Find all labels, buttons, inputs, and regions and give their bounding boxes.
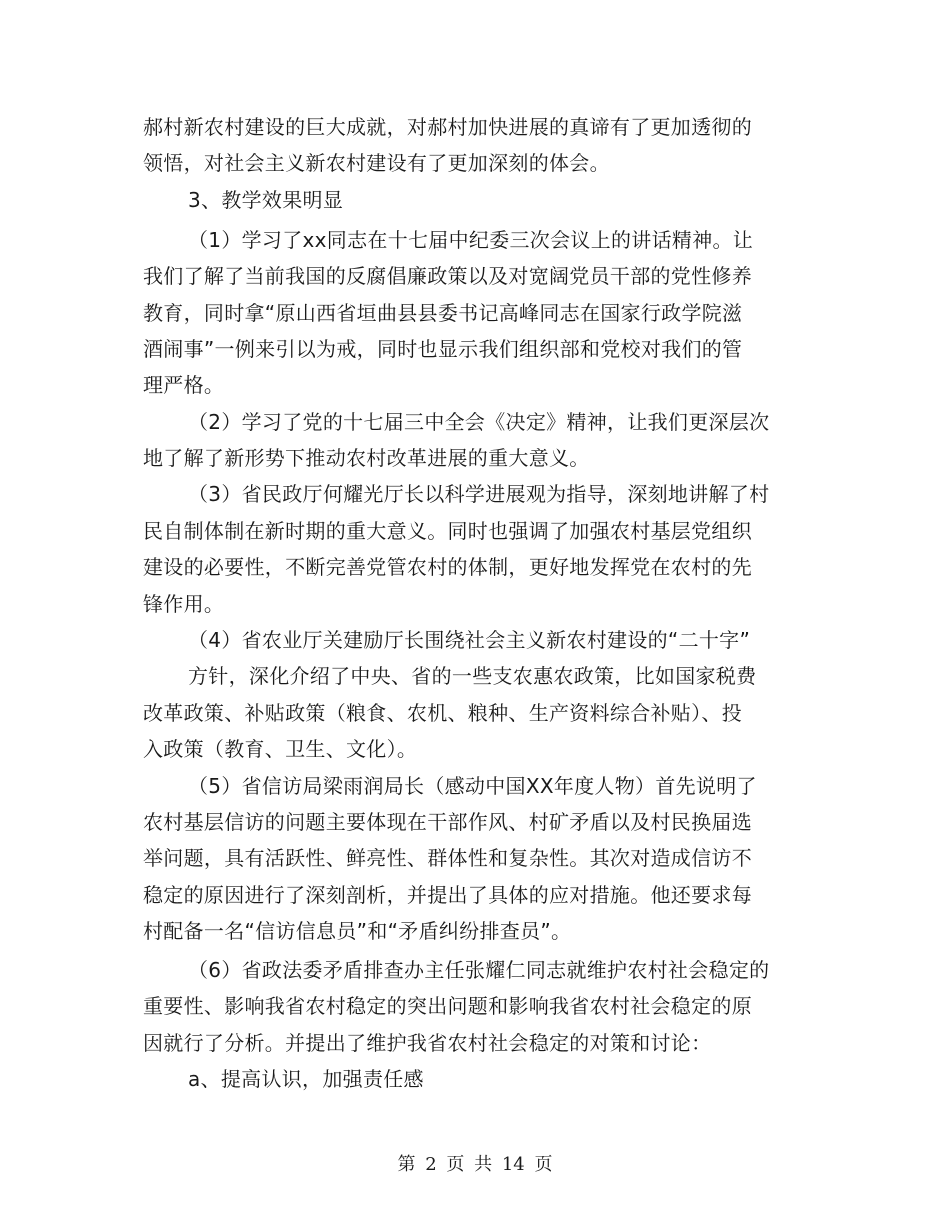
section-heading: 3、教学效果明显	[188, 188, 344, 212]
text-line: 入政策（教育、卫生、文化）。	[143, 737, 418, 761]
page-footer: 第 2 页 共 14 页	[397, 1154, 553, 1175]
text-line: 因就行了分析。并提出了维护我省农村社会稳定的对策和讨论：	[143, 1031, 712, 1055]
text-line: 民自制体制在新时期的重大意义。同时也强调了加强农村基层党组织	[143, 519, 752, 543]
text-line: 举问题，具有活跃性、鲜亮性、群体性和复杂性。其次对造成信访不	[143, 846, 752, 870]
text-line: （3）省民政厅何耀光厅长以科学进展观为指导，深刻地讲解了村	[188, 482, 770, 506]
text-line: 村配备一名“信访信息员”和“矛盾纠纷排查员”。	[143, 919, 572, 943]
text-line: 建设的必要性，不断完善党管农村的体制，更好地发挥党在农村的先	[143, 555, 752, 579]
text-line: 农村基层信访的问题主要体现在干部作风、村矿矛盾以及村民换届选	[143, 810, 752, 834]
text-line: 领悟，对社会主义新农村建设有了更加深刻的体会。	[143, 151, 610, 175]
text-line: （1）学习了xx同志在十七届中纪委三次会议上的讲话精神。让	[188, 228, 754, 252]
text-line: 锋作用。	[143, 592, 225, 616]
text-line: a、提高认识，加强责任感	[188, 1067, 424, 1091]
text-line: （6）省政法委矛盾排查办主任张耀仁同志就维护农村社会稳定的	[188, 958, 770, 982]
text-line: 酒闹事”一例来引以为戒，同时也显示我们组织部和党校对我们的管	[143, 337, 743, 361]
text-line: （5）省信访局梁雨润局长（感动中国XX年度人物）首先说明了	[188, 774, 757, 798]
text-line: 改革政策、补贴政策（粮食、农机、粮种、生产资料综合补贴）、投	[143, 701, 742, 725]
text-line: 郝村新农村建设的巨大成就，对郝村加快进展的真谛有了更加透彻的	[143, 115, 752, 139]
text-line: 稳定的原因进行了深刻剖析，并提出了具体的应对措施。他还要求每	[143, 883, 752, 907]
text-line: （2）学习了党的十七届三中全会《决定》精神，让我们更深层次	[188, 410, 770, 434]
text-line: 重要性、影响我省农村稳定的突出问题和影响我省农村社会稳定的原	[143, 994, 752, 1018]
text-line: 方针，深化介绍了中央、省的一些支农惠农政策，比如国家税费	[188, 664, 757, 688]
text-line: 地了解了新形势下推动农村改革进展的重大意义。	[143, 446, 590, 470]
text-line: 我们了解了当前我国的反腐倡廉政策以及对宽阔党员干部的党性修养	[143, 264, 752, 288]
text-line: （4）省农业厅关建励厅长围绕社会主义新农村建设的“二十字”	[188, 628, 751, 652]
text-line: 理严格。	[143, 373, 225, 397]
text-line: 教育，同时拿“原山西省垣曲县县委书记高峰同志在国家行政学院滋	[143, 301, 743, 325]
